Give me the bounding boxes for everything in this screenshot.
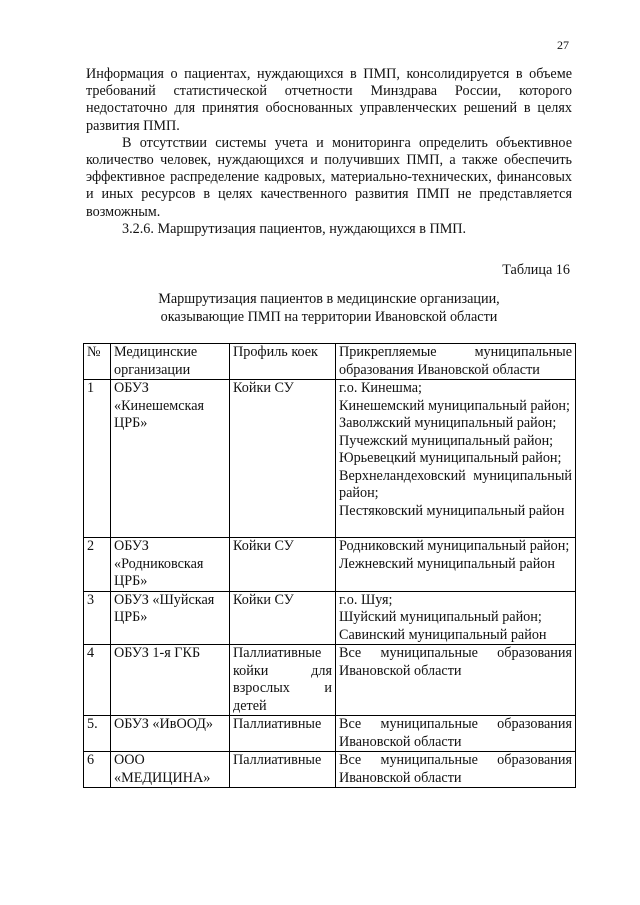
cell-org: ОБУЗ «ИвООД» <box>111 716 230 752</box>
cell-profile: Паллиативные <box>230 716 336 752</box>
area-item: Все муниципальные образования Ивановской области <box>339 752 572 786</box>
paragraph-1: Информация о пациентах, нуждающихся в ПМП, консолидируется в объеме требований статистической отчетности Минздрава России, которого недостаточно для принятия обоснованных управленческих решений в целях развития ПМП. <box>86 66 572 134</box>
routing-table <box>83 343 576 788</box>
table-row <box>84 591 576 645</box>
area-item: Юрьевецкий муниципальный район; <box>339 450 562 466</box>
cell-areas <box>336 645 576 716</box>
cell-num: 5. <box>84 716 111 752</box>
header-profile: Профиль коек <box>230 344 336 380</box>
area-item: Шуйский муниципальный район; <box>339 609 542 625</box>
cell-areas <box>336 538 576 592</box>
cell-org: ОБУЗ 1-я ГКБ <box>111 645 230 716</box>
area-item: Лежневский муниципальный район <box>339 555 555 572</box>
area-item: Все муниципальные образования Ивановской области <box>339 645 572 679</box>
table-row <box>84 380 576 538</box>
area-item: Кинешемский муниципальный район; <box>339 397 570 414</box>
cell-org: ОБУЗ «Шуйская ЦРБ» <box>111 591 230 645</box>
table-header-row <box>84 344 576 380</box>
cell-spacer <box>339 520 572 537</box>
header-num: № <box>84 344 111 380</box>
cell-num: 3 <box>84 591 111 645</box>
cell-num: 4 <box>84 645 111 716</box>
area-item: Пучежский муниципальный район; <box>339 432 554 449</box>
body-text <box>86 66 572 238</box>
table-caption <box>86 290 572 326</box>
area-item: Родниковский муниципальный район; <box>339 538 570 554</box>
area-item: Верхнеландеховский муниципальный район; <box>339 467 572 501</box>
cell-areas <box>336 591 576 645</box>
area-item: г.о. Кинешма; <box>339 380 422 396</box>
table-row <box>84 716 576 752</box>
cell-org: ООО «МЕДИЦИНА» <box>111 752 230 788</box>
cell-areas <box>336 380 576 538</box>
cell-profile: Паллиативные <box>230 752 336 788</box>
cell-profile: Койки СУ <box>230 591 336 645</box>
cell-areas <box>336 752 576 788</box>
cell-num: 6 <box>84 752 111 788</box>
table-row <box>84 538 576 592</box>
cell-profile: Койки СУ <box>230 380 336 538</box>
table-caption-line-1: Маршрутизация пациентов в медицинские организации, <box>158 291 500 307</box>
subsection-heading: 3.2.6. Маршрутизация пациентов, нуждающихся в ПМП. <box>122 220 467 237</box>
cell-org: ОБУЗ «Кинешемская ЦРБ» <box>111 380 230 538</box>
table-caption-line-2: оказывающие ПМП на территории Ивановской области <box>160 309 498 325</box>
area-item: Все муниципальные образования Ивановской области <box>339 716 572 750</box>
cell-profile: Койки СУ <box>230 538 336 592</box>
area-item: Пестяковский муниципальный район <box>339 502 565 519</box>
header-org: Медицинские организации <box>111 344 230 380</box>
cell-num: 2 <box>84 538 111 592</box>
cell-num: 1 <box>84 380 111 538</box>
cell-areas <box>336 716 576 752</box>
header-areas: Прикрепляемые муниципальные образования Ивановской области <box>336 344 576 380</box>
area-item: г.о. Шуя; <box>339 591 393 608</box>
area-item: Савинский муниципальный район <box>339 626 547 643</box>
area-item: Заволжский муниципальный район; <box>339 415 557 431</box>
cell-profile: Паллиативные койки для взрослых и детей <box>230 645 336 716</box>
cell-org: ОБУЗ «Родниковская ЦРБ» <box>111 538 230 592</box>
table-row <box>84 645 576 716</box>
table-row <box>84 752 576 788</box>
table-label: Таблица 16 <box>502 262 570 278</box>
paragraph-2: В отсутствии системы учета и мониторинга определить объективное количество человек, нуждающихся и получивших ПМП, а также обеспечить эффективное распределение кадровых, материально-технических, финансовых и иных ресурсов в целях качественного развития ПМП не представляется возможным. <box>86 134 572 220</box>
page-number: 27 <box>557 38 569 52</box>
